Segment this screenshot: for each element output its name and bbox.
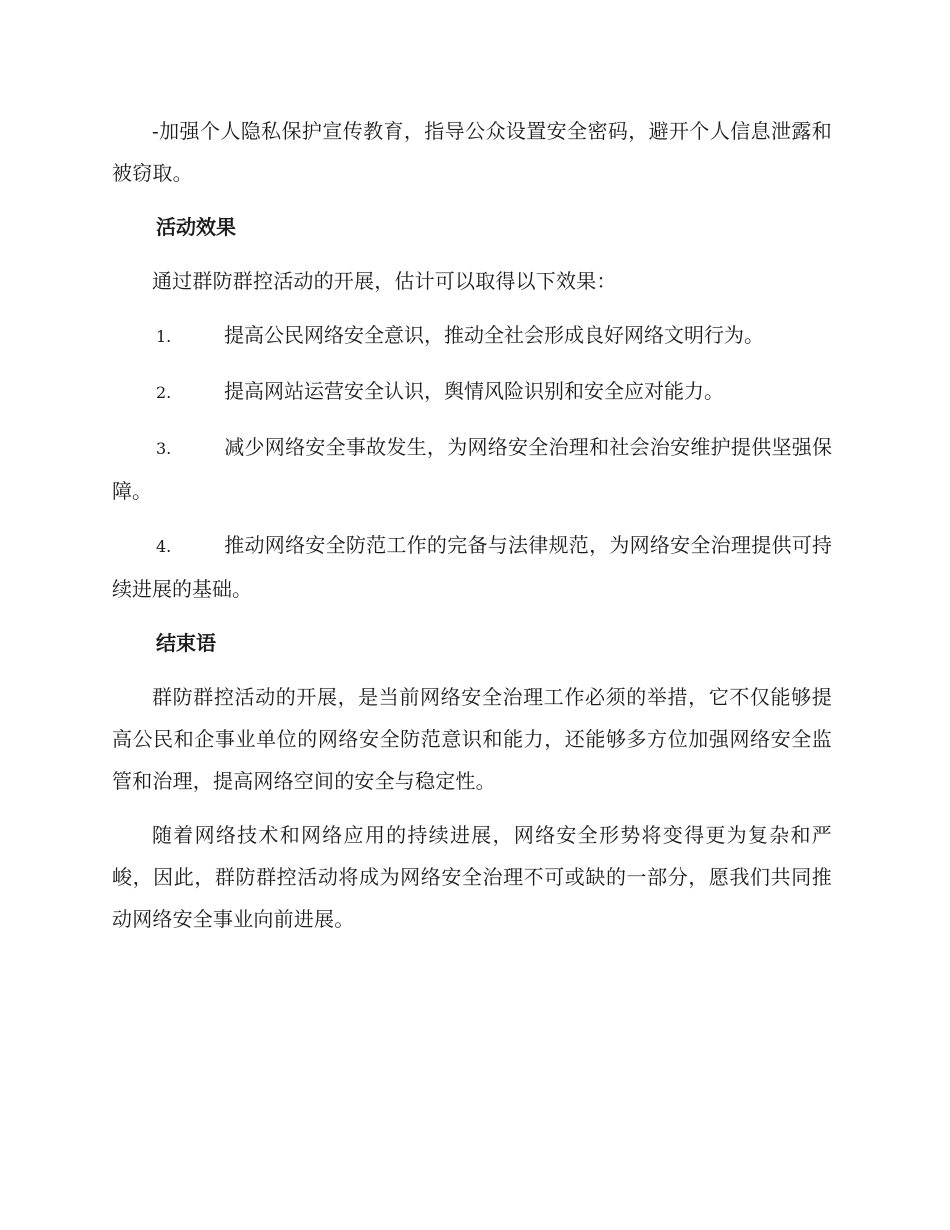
conclusion-paragraph: 群防群控活动的开展，是当前网络安全治理工作必须的举措，它不仅能够提高公民和企事业单位的网络安全防范意识和能力，还能够多方位加强网络安全监管和治理，提高网络空间的安全与稳定性。 [112, 685, 832, 793]
list-item-number: 3. [156, 439, 172, 458]
list-item-number: 1. [156, 327, 172, 346]
section-heading-conclusion: 结束语 [156, 631, 216, 655]
list-item [112, 370, 832, 414]
list-item-text: 提高公民网络安全意识，推动全社会形成良好网络文明行为。 [224, 323, 764, 347]
section-heading-effects: 活动效果 [156, 215, 236, 239]
list-item-number: 4. [156, 537, 172, 556]
list-item [112, 314, 832, 358]
list-item-number: 2. [156, 383, 172, 402]
intro-paragraph: -加强个人隐私保护宣传教育，指导公众设置安全密码，避开个人信息泄露和被窃取。 [112, 119, 832, 185]
list-item-text: 提高网站运营安全认识，舆情风险识别和安全应对能力。 [224, 379, 724, 403]
conclusion-paragraph: 随着网络技术和网络应用的持续进展，网络安全形势将变得更为复杂和严峻，因此，群防群控活动将成为网络安全治理不可或缺的一部分，愿我们共同推动网络安全事业向前进展。 [112, 823, 832, 931]
effects-lead-paragraph: 通过群防群控活动的开展，估计可以取得以下效果： [152, 269, 617, 293]
list-item [112, 524, 832, 610]
list-item [112, 426, 832, 512]
list-item-text: 减少网络安全事故发生，为网络安全治理和社会治安维护提供坚强保障。 [112, 435, 832, 503]
list-item-text: 推动网络安全防范工作的完备与法律规范，为网络安全治理提供可持续进展的基础。 [112, 533, 832, 601]
